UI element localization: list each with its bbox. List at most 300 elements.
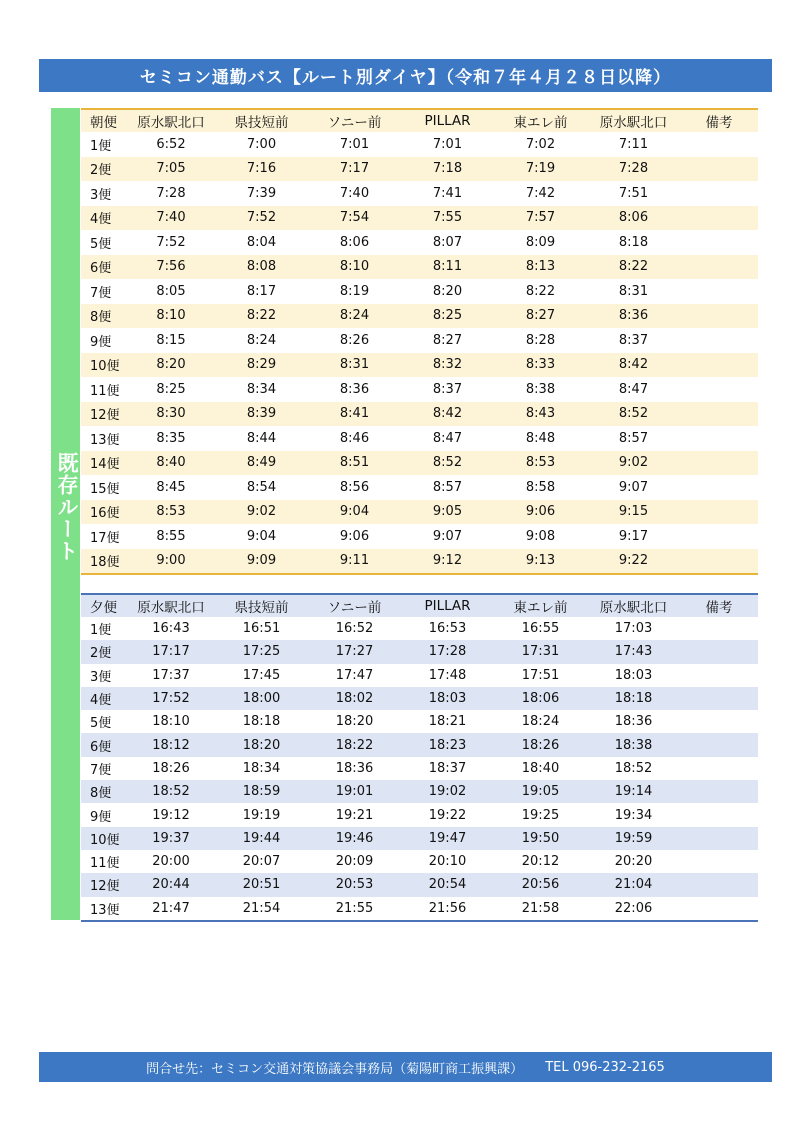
table-cell: 20:10 [401,850,494,873]
table-cell: 9:17 [587,524,680,549]
table-cell: 19:19 [215,803,308,826]
table-cell: 9:12 [401,549,494,575]
table-cell: 19:05 [494,780,587,803]
table-cell [680,780,758,803]
table-cell: 8:38 [494,377,587,402]
table-cell: 8:22 [587,255,680,280]
table-cell: 8:30 [127,402,215,427]
table-cell: 8:24 [308,304,401,329]
table-cell: 8:41 [308,402,401,427]
table-cell: 8:10 [127,304,215,329]
table-cell: 8:31 [308,353,401,378]
table-cell: 20:20 [587,850,680,873]
table-cell: 8:31 [587,279,680,304]
table-cell: 18:20 [308,710,401,733]
morning-header-cell: 原水駅北口 [587,109,680,132]
table-cell [680,230,758,255]
trip-number: 17便 [81,524,127,549]
table-cell: 8:25 [127,377,215,402]
table-cell: 18:21 [401,710,494,733]
table-cell: 8:39 [215,402,308,427]
trip-number: 2便 [81,157,127,182]
table-row [81,475,758,500]
table-cell: 8:28 [494,328,587,353]
table-cell: 7:40 [127,206,215,231]
evening-body [81,617,758,921]
table-cell: 8:53 [127,500,215,525]
table-cell: 17:45 [215,664,308,687]
table-cell: 18:02 [308,687,401,710]
table-cell: 9:00 [127,549,215,575]
table-cell: 18:18 [587,687,680,710]
table-cell: 8:24 [215,328,308,353]
footer-tel: TEL 096-232-2165 [545,1059,665,1075]
trip-number: 8便 [81,780,127,803]
table-cell: 8:06 [587,206,680,231]
table-row [81,664,758,687]
trip-number: 7便 [81,757,127,780]
table-cell: 7:19 [494,157,587,182]
table-row [81,255,758,280]
table-cell: 16:52 [308,617,401,640]
table-cell: 16:53 [401,617,494,640]
table-cell [680,687,758,710]
table-cell: 7:02 [494,132,587,157]
table-cell [680,850,758,873]
table-cell: 18:06 [494,687,587,710]
table-cell: 18:26 [127,757,215,780]
table-cell: 7:57 [494,206,587,231]
footer-contact: 問合せ先：セミコン交通対策協議会事務局（菊陽町商工振興課） [146,1061,524,1077]
table-cell: 21:56 [401,897,494,921]
trip-number: 5便 [81,710,127,733]
table-row [81,897,758,921]
table-cell [680,640,758,663]
trip-number: 13便 [81,426,127,451]
table-cell [680,181,758,206]
table-cell: 9:07 [401,524,494,549]
table-cell: 20:00 [127,850,215,873]
evening-header-cell: PILLAR [401,594,494,617]
table-cell: 19:50 [494,827,587,850]
morning-body [81,132,758,574]
page-title: セミコン通勤バス【ルート別ダイヤ】（令和７年４月２８日以降） [39,59,772,92]
table-cell: 7:28 [587,157,680,182]
table-cell: 7:01 [401,132,494,157]
table-cell: 17:47 [308,664,401,687]
table-cell: 8:42 [401,402,494,427]
morning-header-row [81,109,758,132]
evening-header-cell: 東エレ前 [494,594,587,617]
table-cell: 8:52 [401,451,494,476]
table-cell: 16:51 [215,617,308,640]
table-cell: 19:01 [308,780,401,803]
table-cell [680,664,758,687]
table-cell: 7:01 [308,132,401,157]
table-row [81,132,758,157]
table-cell: 8:49 [215,451,308,476]
table-cell [680,827,758,850]
trip-number: 8便 [81,304,127,329]
table-cell: 21:04 [587,873,680,896]
table-cell: 7:00 [215,132,308,157]
table-cell: 8:13 [494,255,587,280]
table-cell: 8:46 [308,426,401,451]
table-row [81,500,758,525]
morning-header-cell: PILLAR [401,109,494,132]
table-cell: 8:53 [494,451,587,476]
table-cell: 17:43 [587,640,680,663]
table-cell: 8:19 [308,279,401,304]
table-cell: 9:06 [494,500,587,525]
morning-header-cell: 原水駅北口 [127,109,215,132]
table-cell: 9:07 [587,475,680,500]
table-cell [680,132,758,157]
table-cell: 8:08 [215,255,308,280]
table-cell: 8:20 [401,279,494,304]
table-cell: 18:23 [401,733,494,756]
table-cell [680,157,758,182]
table-row [81,850,758,873]
table-cell: 7:11 [587,132,680,157]
table-cell: 8:29 [215,353,308,378]
table-cell: 8:32 [401,353,494,378]
table-row [81,377,758,402]
table-cell: 9:04 [308,500,401,525]
table-cell: 8:58 [494,475,587,500]
table-cell [680,549,758,575]
table-cell: 18:18 [215,710,308,733]
table-cell: 7:54 [308,206,401,231]
table-cell: 19:02 [401,780,494,803]
table-cell: 8:55 [127,524,215,549]
table-row [81,827,758,850]
table-cell: 7:42 [494,181,587,206]
table-cell: 18:34 [215,757,308,780]
trip-number: 15便 [81,475,127,500]
table-cell: 8:56 [308,475,401,500]
table-cell: 20:54 [401,873,494,896]
table-cell: 9:09 [215,549,308,575]
table-row [81,640,758,663]
table-cell: 18:36 [308,757,401,780]
table-cell: 8:47 [587,377,680,402]
table-cell: 8:52 [587,402,680,427]
trip-number: 14便 [81,451,127,476]
table-cell: 8:22 [215,304,308,329]
trip-number: 10便 [81,827,127,850]
trip-number: 1便 [81,132,127,157]
table-cell: 17:52 [127,687,215,710]
table-cell [680,524,758,549]
table-row [81,803,758,826]
table-cell [680,255,758,280]
table-row [81,757,758,780]
table-cell: 17:17 [127,640,215,663]
table-cell [680,426,758,451]
table-cell: 8:11 [401,255,494,280]
table-cell: 8:20 [127,353,215,378]
table-cell [680,377,758,402]
table-cell [680,475,758,500]
table-cell: 21:47 [127,897,215,921]
trip-number: 6便 [81,255,127,280]
trip-number: 2便 [81,640,127,663]
table-row [81,873,758,896]
route-label: 既存ルート [55,452,79,562]
trip-number: 5便 [81,230,127,255]
table-row [81,230,758,255]
table-cell: 17:51 [494,664,587,687]
table-cell: 18:00 [215,687,308,710]
table-cell [680,279,758,304]
table-cell: 8:17 [215,279,308,304]
table-cell: 17:37 [127,664,215,687]
table-cell: 20:12 [494,850,587,873]
table-cell [680,873,758,896]
table-row [81,524,758,549]
table-cell: 8:26 [308,328,401,353]
table-row [81,353,758,378]
trip-number: 9便 [81,328,127,353]
table-cell [680,206,758,231]
table-cell: 20:09 [308,850,401,873]
table-cell: 8:37 [401,377,494,402]
table-cell: 20:56 [494,873,587,896]
table-cell: 18:52 [127,780,215,803]
table-cell: 19:34 [587,803,680,826]
table-cell: 7:51 [587,181,680,206]
table-cell: 18:52 [587,757,680,780]
table-cell: 9:02 [587,451,680,476]
footer [39,1052,772,1082]
table-cell [680,353,758,378]
table-cell: 18:10 [127,710,215,733]
table-row [81,549,758,575]
table-cell: 7:17 [308,157,401,182]
table-cell: 8:05 [127,279,215,304]
table-cell: 17:25 [215,640,308,663]
evening-header-cell: 原水駅北口 [127,594,215,617]
table-row [81,426,758,451]
evening-timetable [81,593,758,922]
table-cell: 7:55 [401,206,494,231]
table-cell: 8:42 [587,353,680,378]
table-cell [680,710,758,733]
table-cell: 18:22 [308,733,401,756]
table-cell: 8:45 [127,475,215,500]
table-cell: 8:48 [494,426,587,451]
table-row [81,279,758,304]
trip-number: 11便 [81,377,127,402]
table-cell: 18:59 [215,780,308,803]
table-cell [680,733,758,756]
table-cell [680,500,758,525]
table-cell: 9:15 [587,500,680,525]
trip-number: 9便 [81,803,127,826]
table-cell: 18:12 [127,733,215,756]
table-cell: 7:28 [127,181,215,206]
trip-number: 6便 [81,733,127,756]
table-cell: 8:36 [587,304,680,329]
table-cell: 8:47 [401,426,494,451]
table-cell: 8:06 [308,230,401,255]
table-cell [680,897,758,921]
table-cell: 17:27 [308,640,401,663]
table-cell: 7:39 [215,181,308,206]
evening-header-cell: ソニー前 [308,594,401,617]
table-cell [680,617,758,640]
table-cell: 7:56 [127,255,215,280]
table-cell: 7:18 [401,157,494,182]
table-row [81,206,758,231]
morning-timetable [81,108,758,575]
table-cell: 17:03 [587,617,680,640]
table-cell [680,803,758,826]
table-cell: 18:03 [401,687,494,710]
trip-number: 18便 [81,549,127,575]
table-cell: 8:07 [401,230,494,255]
evening-header-cell: 夕便 [81,594,127,617]
table-cell: 8:18 [587,230,680,255]
table-cell: 19:44 [215,827,308,850]
trip-number: 13便 [81,897,127,921]
table-cell: 7:05 [127,157,215,182]
table-row [81,780,758,803]
morning-header-cell: 朝便 [81,109,127,132]
table-cell: 18:26 [494,733,587,756]
table-cell [680,451,758,476]
table-row [81,304,758,329]
table-cell: 19:37 [127,827,215,850]
table-cell: 6:52 [127,132,215,157]
table-cell: 8:44 [215,426,308,451]
table-cell: 8:40 [127,451,215,476]
table-cell: 19:14 [587,780,680,803]
trip-number: 1便 [81,617,127,640]
table-cell: 8:27 [494,304,587,329]
table-cell: 21:54 [215,897,308,921]
table-row [81,733,758,756]
table-cell: 21:58 [494,897,587,921]
table-row [81,402,758,427]
table-cell: 19:22 [401,803,494,826]
table-cell: 9:08 [494,524,587,549]
table-cell: 7:40 [308,181,401,206]
table-cell: 8:54 [215,475,308,500]
table-cell: 19:21 [308,803,401,826]
table-cell: 8:10 [308,255,401,280]
table-cell: 8:35 [127,426,215,451]
table-cell: 19:12 [127,803,215,826]
table-cell: 18:40 [494,757,587,780]
table-row [81,181,758,206]
table-cell: 9:13 [494,549,587,575]
evening-header-cell: 原水駅北口 [587,594,680,617]
morning-header-cell: ソニー前 [308,109,401,132]
table-cell: 8:15 [127,328,215,353]
table-cell: 8:04 [215,230,308,255]
evening-header-row [81,594,758,617]
table-cell: 20:51 [215,873,308,896]
table-cell: 17:48 [401,664,494,687]
table-cell: 8:33 [494,353,587,378]
table-cell: 8:57 [401,475,494,500]
table-cell [680,402,758,427]
table-cell: 20:44 [127,873,215,896]
trip-number: 7便 [81,279,127,304]
trip-number: 12便 [81,873,127,896]
table-cell [680,757,758,780]
table-cell: 8:27 [401,328,494,353]
table-row [81,157,758,182]
table-cell: 9:05 [401,500,494,525]
table-cell: 18:38 [587,733,680,756]
table-cell: 8:37 [587,328,680,353]
table-cell: 17:31 [494,640,587,663]
morning-header-cell: 東エレ前 [494,109,587,132]
table-cell: 22:06 [587,897,680,921]
table-cell: 8:22 [494,279,587,304]
trip-number: 12便 [81,402,127,427]
table-cell: 19:47 [401,827,494,850]
trip-number: 10便 [81,353,127,378]
table-cell: 16:43 [127,617,215,640]
table-cell: 8:34 [215,377,308,402]
table-cell: 9:06 [308,524,401,549]
trip-number: 4便 [81,687,127,710]
table-cell: 16:55 [494,617,587,640]
table-cell: 20:53 [308,873,401,896]
table-cell: 21:55 [308,897,401,921]
table-cell: 19:46 [308,827,401,850]
evening-header-cell: 備考 [680,594,758,617]
table-cell: 8:25 [401,304,494,329]
table-cell: 8:51 [308,451,401,476]
table-row [81,710,758,733]
table-cell: 17:28 [401,640,494,663]
trip-number: 3便 [81,181,127,206]
morning-header-cell: 県技短前 [215,109,308,132]
table-cell: 19:25 [494,803,587,826]
morning-header-cell: 備考 [680,109,758,132]
table-cell: 9:04 [215,524,308,549]
table-cell: 18:20 [215,733,308,756]
trip-number: 4便 [81,206,127,231]
trip-number: 3便 [81,664,127,687]
table-cell: 18:36 [587,710,680,733]
table-cell: 7:16 [215,157,308,182]
table-cell: 8:43 [494,402,587,427]
table-cell: 18:24 [494,710,587,733]
trip-number: 11便 [81,850,127,873]
table-row [81,328,758,353]
table-cell: 7:41 [401,181,494,206]
table-cell: 8:09 [494,230,587,255]
table-cell: 18:03 [587,664,680,687]
table-cell: 20:07 [215,850,308,873]
table-cell: 9:02 [215,500,308,525]
table-cell [680,304,758,329]
table-cell: 9:11 [308,549,401,575]
table-cell: 9:22 [587,549,680,575]
trip-number: 16便 [81,500,127,525]
table-cell [680,328,758,353]
table-row [81,451,758,476]
evening-header-cell: 県技短前 [215,594,308,617]
table-cell: 8:57 [587,426,680,451]
table-cell: 7:52 [215,206,308,231]
